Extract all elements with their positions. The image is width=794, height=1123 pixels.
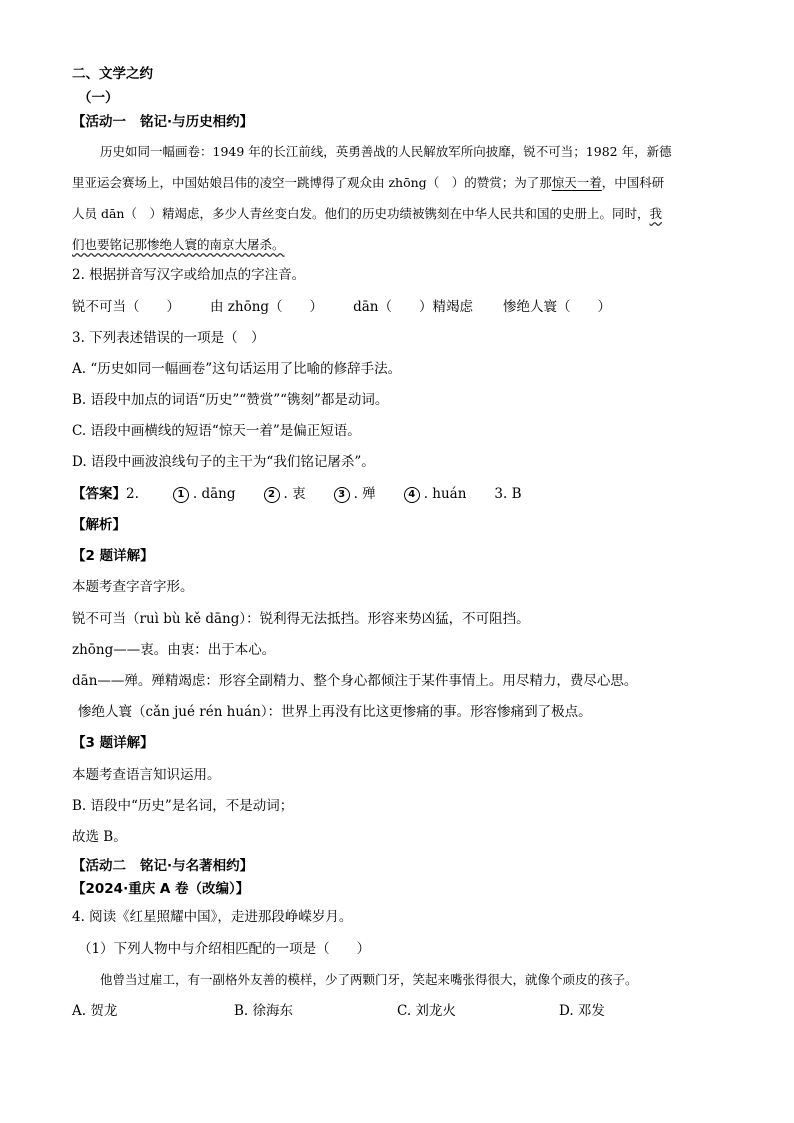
activity2-name: 活动二 bbox=[85, 858, 126, 874]
detail2-line-5: 惨绝人寰（cǎn jué rén huán）：世界上再没有比这更惨痛的事。形容惨痛到了极点。 bbox=[78, 704, 592, 720]
circled-number-1: 1 bbox=[173, 487, 189, 503]
q4-option-b: B. 徐海东 bbox=[234, 1003, 294, 1019]
detail3-line-3: 故选 B。 bbox=[72, 829, 127, 845]
q2-items bbox=[72, 297, 611, 317]
activity1-title: 铭记·与历史相约 bbox=[140, 114, 240, 130]
q3-option-c: C. 语段中画横线的短语“惊天一着”是偏正短语。 bbox=[72, 423, 361, 439]
q4-description: 他曾当过雇工，有一副格外友善的模样，少了两颗门牙，笑起来嘴张得很大，就像个顽皮的孩子。 bbox=[100, 972, 638, 987]
detail3-line-2: B. 语段中“历史”是名词，不是动词； bbox=[72, 798, 294, 814]
circled-number-2: 2 bbox=[264, 487, 280, 503]
passage-line-3-pre: 人员 dān（ ）精竭虑，多少人青丝变白发。他们的历史功绩被镌刻在中华人民共和国的史册上。同时， bbox=[72, 206, 650, 221]
detail3-label: 【3 题详解】 bbox=[72, 735, 154, 751]
answer-q3: 3. B bbox=[494, 486, 522, 502]
answer-lead: 2. bbox=[126, 486, 139, 502]
passage-line-1: 历史如同一幅画卷：1949 年的长江前线，英勇善战的人民解放军所向披靡，锐不可当；1982 年，新德 bbox=[100, 144, 672, 159]
passage-line-4 bbox=[72, 235, 285, 255]
passage-line-2-post: ，中国科研 bbox=[601, 175, 665, 190]
q3-option-a: A. “历史如同一幅画卷”这句话运用了比喻的修辞手法。 bbox=[72, 361, 402, 377]
q3-option-d: D. 语段中画波浪线句子的主干为“我们铭记屠杀”。 bbox=[72, 454, 375, 470]
answer-item-3: . 殚 bbox=[353, 486, 376, 502]
circled-number-4: 4 bbox=[404, 487, 420, 503]
q4-options bbox=[72, 1001, 605, 1021]
q2-item-4: 惨绝人寰（ ） bbox=[502, 299, 611, 315]
activity2-bracket-open: 【 bbox=[72, 858, 86, 874]
answer-item-4: . huán bbox=[423, 486, 467, 502]
activity1-name: 活动一 bbox=[85, 114, 126, 130]
answer-item-1: . dāng bbox=[192, 486, 236, 502]
activity2-bracket-close: 】 bbox=[239, 858, 254, 874]
q3-stem: 3. 下列表述错误的一项是（ ） bbox=[72, 330, 265, 346]
detail3-line-1: 本题考查语言知识运用。 bbox=[72, 767, 221, 783]
circled-number-3: 3 bbox=[334, 487, 350, 503]
q3-option-b: B. 语段中加点的词语“历史”“赞赏”“镌刻”都是动词。 bbox=[72, 392, 389, 408]
answer-label: 【答案】 bbox=[72, 486, 126, 502]
section-title: 二、文学之约 bbox=[72, 66, 153, 82]
answer-item-2: . 衷 bbox=[283, 486, 306, 502]
wavy-sentence-start: 我 bbox=[649, 206, 662, 221]
q2-item-2: 由 zhōng（ ） bbox=[210, 299, 324, 315]
q2-item-1: 锐不可当（ ） bbox=[72, 299, 180, 315]
activity1-bracket-open: 【 bbox=[72, 114, 86, 130]
analysis-label: 【解析】 bbox=[72, 517, 126, 533]
passage-line-2-pre: 里亚运会赛场上，中国姑娘吕伟的凌空一跳博得了观众由 zhōng（ ）的赞赏；为了那 bbox=[72, 175, 552, 190]
q4-stem: 4. 阅读《红星照耀中国》，走进那段峥嵘岁月。 bbox=[72, 909, 353, 925]
detail2-line-1: 本题考查字音字形。 bbox=[72, 579, 194, 595]
q4-sub1: （1）下列人物中与介绍相匹配的一项是（ ） bbox=[78, 941, 371, 957]
part-label: （一） bbox=[78, 90, 119, 106]
activity2-title: 铭记·与名著相约 bbox=[140, 858, 240, 874]
source-label: 【2024·重庆 A 卷（改编）】 bbox=[72, 881, 250, 897]
detail2-line-2: 锐不可当（ruì bù kě dāng）：锐利得无法抵挡。形容来势凶猛，不可阻挡。 bbox=[72, 611, 530, 627]
q2-stem: 2. 根据拼音写汉字或给加点的字注音。 bbox=[72, 267, 306, 283]
detail2-line-4: dān——殚。殚精竭虑：形容全副精力、整个身心都倾注于某件事情上。用尽精力，费尽心思。 bbox=[72, 673, 638, 689]
passage-line-2 bbox=[72, 173, 664, 193]
passage-line-3 bbox=[72, 204, 662, 224]
q4-option-c: C. 刘龙火 bbox=[397, 1003, 456, 1019]
detail2-line-3: zhōng——衷。由衷：出于本心。 bbox=[72, 642, 276, 658]
activity2-heading bbox=[72, 856, 253, 876]
underlined-phrase: 惊天一着 bbox=[551, 175, 602, 190]
activity1-bracket-close: 】 bbox=[239, 114, 254, 130]
detail2-label: 【2 题详解】 bbox=[72, 548, 154, 564]
q4-option-d: D. 邓发 bbox=[559, 1003, 605, 1019]
q4-option-a: A. 贺龙 bbox=[72, 1003, 118, 1019]
q2-item-3: dān（ ）精竭虑 bbox=[353, 299, 473, 315]
answer-line bbox=[72, 484, 522, 504]
activity1-heading bbox=[72, 112, 253, 132]
wavy-sentence-end: 们也要铭记那惨绝人寰的南京大屠杀。 bbox=[72, 237, 285, 252]
